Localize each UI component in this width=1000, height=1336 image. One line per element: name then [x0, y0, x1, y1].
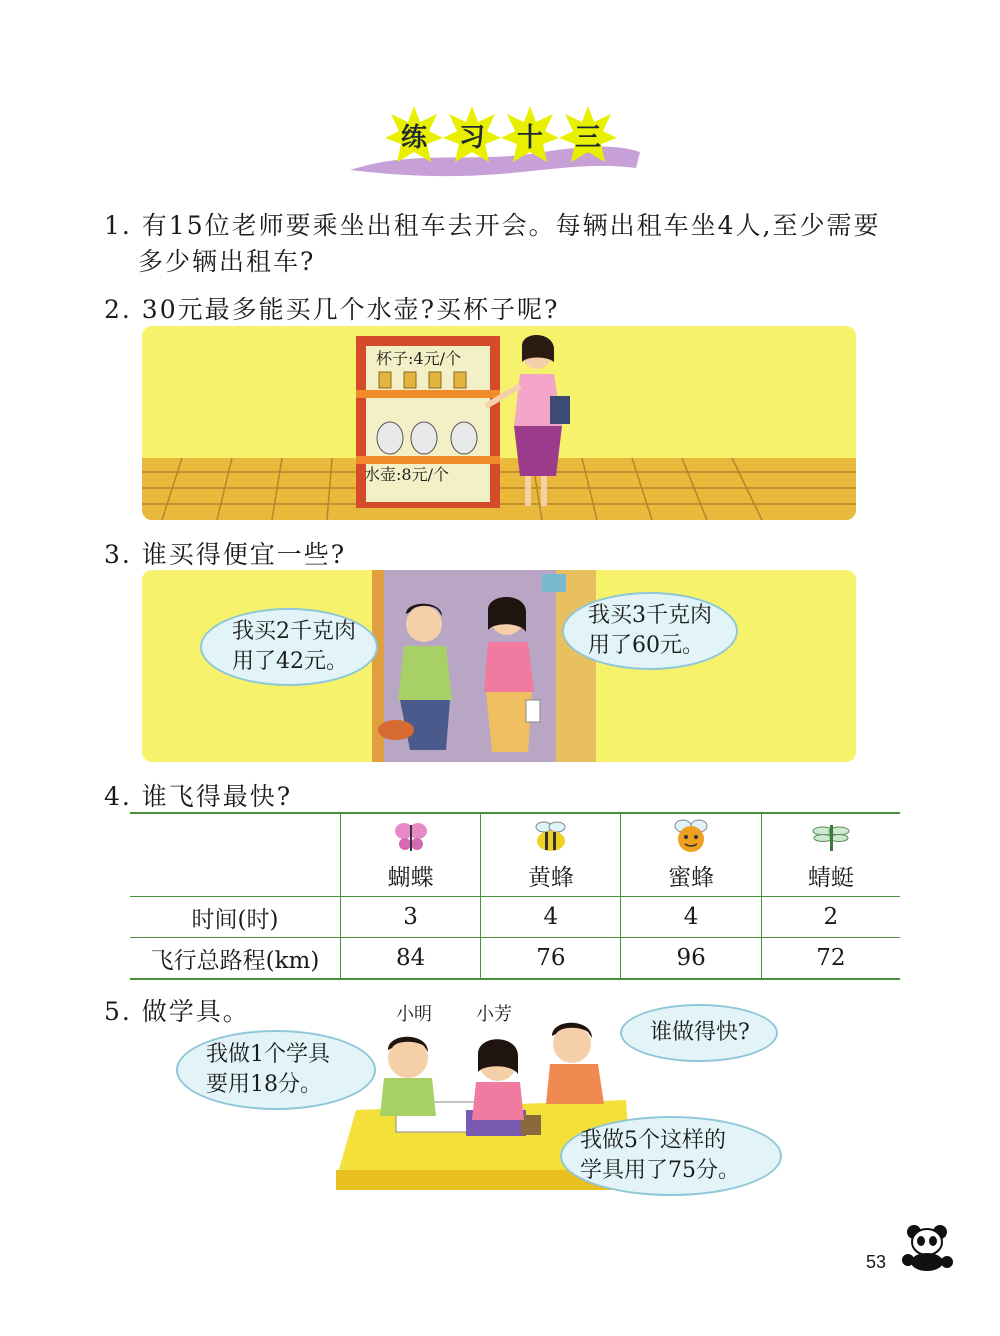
left-speech-bubble: [176, 1030, 376, 1110]
kettle-price-label: 水壶:8元/个: [364, 465, 449, 484]
q3-scene: [142, 570, 856, 762]
right-bottom-speech-line2: 学具用了75分。: [580, 1158, 740, 1183]
table-header-row: [130, 813, 900, 897]
man-speech-line2: 用了42元。: [232, 649, 348, 674]
left-speech-line2: 要用18分。: [206, 1072, 322, 1097]
q5-text: 5. 做学具。: [104, 997, 250, 1026]
table-cell: 2: [761, 897, 900, 938]
title-star-4: [557, 104, 619, 166]
left-speech-line1: 我做1个学具: [206, 1042, 330, 1067]
right-bottom-speech-bubble: [560, 1116, 782, 1196]
q4-text: 4. 谁飞得最快?: [104, 782, 293, 811]
table-header-cell: [761, 813, 900, 897]
table-cell: 76: [481, 938, 621, 980]
table-header-cell: [481, 813, 621, 897]
column-bee: 蜜蜂: [668, 865, 715, 891]
cup-price-label: 杯子:4元/个: [376, 349, 461, 368]
woman-speech-line2: 用了60元。: [588, 633, 704, 658]
butterfly-icon: [394, 819, 428, 853]
table-corner-cell: [130, 813, 341, 897]
title-star-1: [383, 104, 445, 166]
dragonfly-icon: [811, 819, 851, 853]
table-cell: 72: [761, 938, 900, 980]
q1-line1: 1. 有15位老师要乘坐出租车去开会。每辆出租车坐4人,至少需要: [104, 211, 881, 240]
q2-text: 2. 30元最多能买几个水壶?买杯子呢?: [104, 295, 560, 324]
woman-speech-bubble: [562, 592, 738, 670]
table-row: [130, 938, 900, 980]
right-top-speech-bubble: [620, 1004, 778, 1062]
row-label-time: 时间(时): [191, 906, 279, 933]
q1-line2: 多少辆出租车?: [138, 247, 316, 276]
right-bottom-speech-line1: 我做5个这样的: [580, 1128, 726, 1153]
title-char: 练: [400, 122, 427, 153]
table-cell: 3: [341, 897, 481, 938]
table-cell: 4: [621, 897, 761, 938]
column-dragonfly: 蜻蜓: [807, 865, 854, 891]
man-speech-bubble: [200, 608, 378, 686]
table-header-cell: [341, 813, 481, 897]
name-xiaofang: 小芳: [476, 1004, 512, 1025]
column-wasp: 黄蜂: [527, 865, 574, 891]
right-top-speech-text: 谁做得快?: [650, 1020, 750, 1045]
column-butterfly: 蝴蝶: [387, 865, 434, 891]
bee-icon: [671, 817, 711, 853]
title-char: 习: [458, 122, 485, 153]
table-cell: 84: [341, 938, 481, 980]
table-cell: 96: [621, 938, 761, 980]
title-star-2: [441, 104, 503, 166]
panda-icon: [900, 1222, 956, 1272]
man-speech-line1: 我买2千克肉: [232, 619, 356, 644]
title-char: 三: [574, 122, 601, 153]
name-xiaoming: 小明: [396, 1004, 432, 1025]
woman-speech-line1: 我买3千克肉: [588, 603, 712, 628]
title-star-3: [499, 104, 561, 166]
page-number: 53: [866, 1252, 887, 1272]
table-cell: 4: [481, 897, 621, 938]
q3-text: 3. 谁买得便宜一些?: [104, 540, 347, 569]
table-header-cell: [621, 813, 761, 897]
row-label-distance: 飞行总路程(km): [150, 947, 320, 974]
table-row: [130, 897, 900, 938]
wasp-icon: [531, 819, 571, 853]
q2-scene: [142, 326, 856, 520]
title-char: 十: [516, 122, 543, 153]
flight-table: [130, 812, 900, 980]
